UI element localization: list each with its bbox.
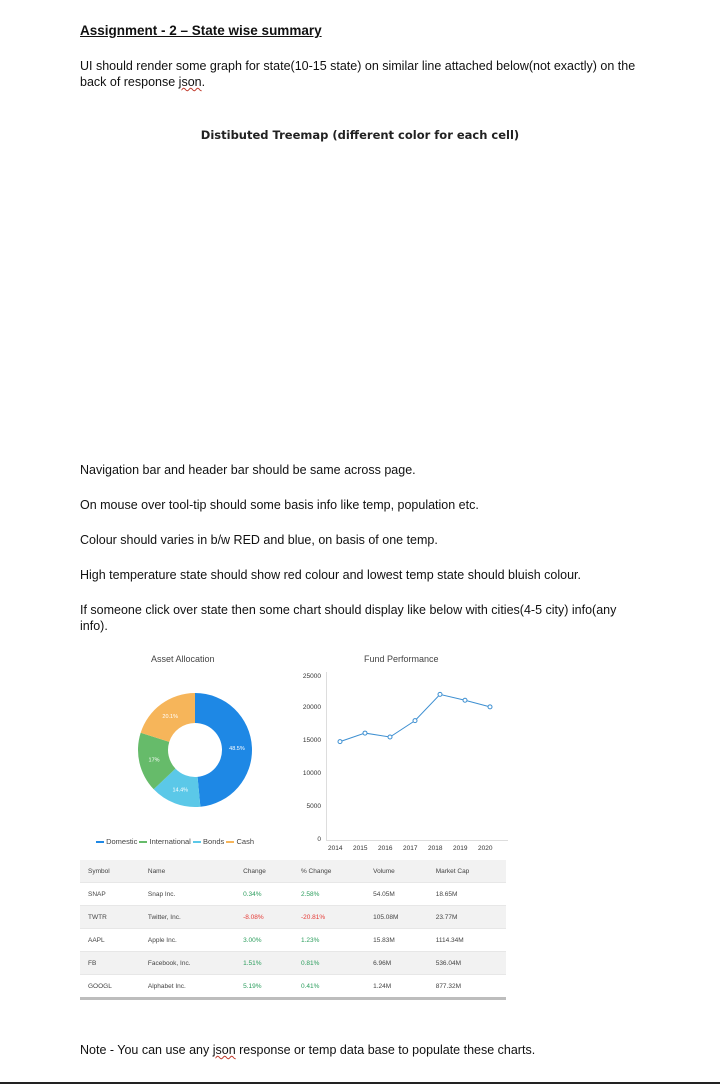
cell-name: Alphabet Inc. (140, 975, 235, 999)
fund-point-2016[interactable] (388, 735, 392, 739)
x-tick: 2014 (328, 845, 343, 852)
legend-item-international[interactable] (139, 837, 190, 846)
legend-label: Domestic (106, 837, 138, 846)
treemap-cell-kanpur[interactable] (568, 352, 622, 428)
cell-volume: 6.96M (365, 952, 428, 975)
fund-performance-title: Fund Performance (364, 654, 439, 664)
treemap-title: Distibuted Treemap (different color for each cell) (200, 128, 520, 142)
fund-point-2015[interactable] (363, 731, 367, 735)
cell-pct-change: 1.23% (293, 929, 365, 952)
note-nav: Navigation bar and header bar should be same across page. (80, 463, 416, 477)
donut-chart (80, 680, 300, 820)
legend-label: Cash (236, 837, 254, 846)
treemap-cell-kolkata[interactable] (80, 321, 277, 428)
cell-symbol: TWTR (80, 906, 140, 929)
cell-label: Mumbai (320, 262, 363, 274)
cell-market-cap: 536.04M (428, 952, 506, 975)
table-row[interactable] (80, 929, 506, 952)
cell-market-cap: 877.32M (428, 975, 506, 999)
y-tick: 0 (317, 836, 321, 843)
cell-change: -8.08% (235, 906, 293, 929)
stock-table (80, 860, 506, 1000)
col-pct-change: % Change (293, 860, 365, 883)
table-row[interactable] (80, 975, 506, 999)
cell-label: Hyderabad (551, 288, 608, 301)
donut-slice-label: 48.5% (229, 746, 245, 753)
cell-label: Bangaluru (456, 198, 512, 210)
x-tick: 2018 (428, 845, 443, 852)
treemap-cell-ahmedabad[interactable] (278, 367, 405, 428)
note-tooltip: On mouse over tool-tip should some basis info like temp, population etc. (80, 498, 479, 512)
note-text-end: response or temp data base to populate these charts. (235, 1043, 536, 1057)
col-symbol: Symbol (80, 860, 140, 883)
fund-series-line (340, 694, 490, 741)
cell-volume: 105.08M (365, 906, 428, 929)
table-row[interactable] (80, 883, 506, 906)
treemap-cell-bangaluru[interactable] (406, 162, 562, 237)
treemap-cell-pune[interactable] (564, 162, 622, 237)
cell-market-cap: 18.65M (428, 883, 506, 906)
cell-label: Ahmedabad (310, 391, 373, 404)
cell-name: Apple Inc. (140, 929, 235, 952)
footer-note (80, 1042, 650, 1058)
cell-pct-change: 0.41% (293, 975, 365, 999)
y-tick: 15000 (302, 737, 321, 744)
cell-symbol: GOOGL (80, 975, 140, 999)
asset-allocation-title: Asset Allocation (151, 654, 215, 664)
table-row[interactable] (80, 906, 506, 929)
x-tick: 2017 (403, 845, 418, 852)
intro-json-word: json (178, 75, 202, 89)
treemap-cell-chennai[interactable] (406, 239, 479, 368)
intro-end: . (201, 75, 206, 89)
y-tick: 10000 (302, 770, 321, 777)
treemap-cell-jaipur[interactable] (406, 370, 479, 428)
cell-name: Twitter, Inc. (140, 906, 235, 929)
fund-point-2017[interactable] (413, 719, 417, 723)
treemap-cell-new-delhi[interactable] (80, 162, 277, 319)
note-click: If someone click over state then some chart should display like below with cities(4-5 city) info(any info). (80, 603, 617, 633)
note-text: Note - You can use any (80, 1043, 213, 1057)
cell-label: Chennai (420, 297, 465, 310)
donut-slice-label: 17% (148, 757, 160, 764)
x-tick: 2020 (478, 845, 493, 852)
cell-label: New Delhi (152, 238, 205, 250)
cell-label: Indore (539, 390, 560, 397)
cell-label: Pune (584, 200, 602, 207)
page-title: Assignment - 2 – State wise summary (80, 23, 322, 38)
cell-label: Jaipur (430, 394, 455, 404)
cell-pct-change: 2.58% (293, 883, 365, 906)
treemap-cell-mumbai[interactable] (278, 162, 405, 365)
cell-volume: 15.83M (365, 929, 428, 952)
donut-slice-label: 20.1% (162, 714, 179, 721)
treemap-cell-lucknow[interactable] (481, 352, 531, 428)
cell-name: Facebook, Inc. (140, 952, 235, 975)
table-header-row (80, 860, 506, 883)
treemap-cell-hyderabad[interactable] (537, 239, 622, 350)
y-axis-labels (295, 667, 325, 857)
donut-legend (96, 837, 254, 846)
legend-item-bonds[interactable] (193, 837, 224, 846)
cell-pct-change: -20.81% (293, 906, 365, 929)
cell-change: 0.34% (235, 883, 293, 906)
y-tick: 20000 (302, 704, 321, 711)
cell-name: Snap Inc. (140, 883, 235, 906)
note-colour: Colour should varies in b/w RED and blue, on basis of one temp. (80, 533, 438, 547)
intro-text: UI should render some graph for state(10-15 state) on similar line attached below(not exactly) on the back of response (80, 59, 636, 89)
x-axis-labels (326, 845, 508, 855)
col-name: Name (140, 860, 235, 883)
col-market-cap: Market Cap (428, 860, 506, 883)
x-tick: 2015 (353, 845, 368, 852)
page-divider (0, 1082, 720, 1084)
cell-label: Lucknow (489, 390, 523, 399)
cell-market-cap: 1114.34M (428, 929, 506, 952)
cell-change: 3.00% (235, 929, 293, 952)
cell-volume: 1.24M (365, 975, 428, 999)
cell-label: Surat (493, 288, 523, 301)
col-change: Change (235, 860, 293, 883)
cell-pct-change: 0.81% (293, 952, 365, 975)
x-tick: 2019 (453, 845, 468, 852)
treemap-cell-surat[interactable] (481, 239, 535, 350)
note-json-word: json (212, 1043, 236, 1057)
treemap-cell-indore[interactable] (533, 352, 566, 428)
x-tick: 2016 (378, 845, 393, 852)
cell-label: Kanpur (581, 389, 609, 398)
fund-point-2020[interactable] (488, 705, 492, 709)
line-chart (326, 672, 508, 842)
fund-point-2019[interactable] (463, 698, 467, 702)
cell-symbol: AAPL (80, 929, 140, 952)
donut-slice-label: 14.4% (172, 787, 189, 794)
legend-label: International (149, 837, 191, 846)
legend-label: Bonds (203, 837, 225, 846)
legend-item-domestic[interactable] (96, 837, 137, 846)
cell-label: Kolkata (158, 373, 199, 385)
cell-change: 1.51% (235, 952, 293, 975)
cell-change: 5.19% (235, 975, 293, 999)
y-tick: 25000 (302, 673, 321, 680)
y-tick: 5000 (306, 803, 321, 810)
treemap (80, 162, 622, 428)
cell-symbol: SNAP (80, 883, 140, 906)
col-volume: Volume (365, 860, 428, 883)
fund-point-2014[interactable] (338, 740, 342, 744)
cell-symbol: FB (80, 952, 140, 975)
legend-item-cash[interactable] (226, 837, 254, 846)
fund-point-2018[interactable] (438, 692, 442, 696)
cell-market-cap: 23.77M (428, 906, 506, 929)
note-temperature: High temperature state should show red colour and lowest temp state should bluish colour. (80, 568, 581, 582)
cell-volume: 54.05M (365, 883, 428, 906)
table-row[interactable] (80, 952, 506, 975)
intro-paragraph (80, 58, 650, 90)
